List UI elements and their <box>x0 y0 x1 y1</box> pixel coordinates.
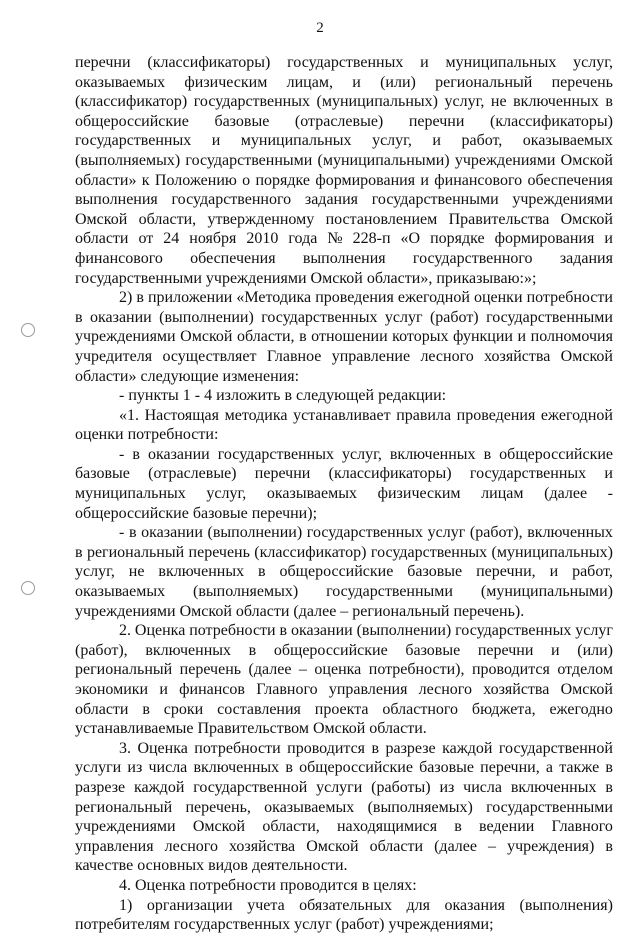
paragraph <box>75 406 613 445</box>
text-line: общероссийские базовые перечни); <box>75 504 318 522</box>
paragraph <box>75 53 613 288</box>
text-line: управления лесного хозяйства Омской области (далее – учреждения) в <box>75 837 613 855</box>
paragraph <box>75 523 613 621</box>
text-line: 3. Оценка потребности проводится в разрезе каждой государственной <box>119 739 613 757</box>
text-line: муниципальных услуг, оказываемых физическим лицам (далее - <box>75 485 613 503</box>
text-line: области в сроки составления проекта областного бюджета, ежегодно <box>75 700 613 718</box>
text-line: в оказании (выполнении) государственных услуг (работ) государственными <box>75 308 613 326</box>
text-line: - пункты 1 - 4 изложить в следующей редакции: <box>119 387 447 405</box>
punch-hole-mark <box>21 581 35 595</box>
paragraph <box>75 739 613 876</box>
paragraph <box>75 288 613 386</box>
text-line: услуги из числа включенных в общероссийские базовые перечни, а также в <box>75 759 613 777</box>
text-line: разрезе каждой государственной услуги (работы) из числа включенных в <box>75 778 613 796</box>
document-body <box>75 53 613 935</box>
text-line: - в оказании государственных услуг, включенных в общероссийские <box>119 445 613 463</box>
text-line: 4. Оценка потребности проводится в целях: <box>119 876 417 894</box>
text-line: качестве основных видов деятельности. <box>75 857 348 875</box>
text-line: учреждениями Омской области, находящимися в ведении Главного <box>75 818 613 836</box>
text-line: перечни (классификаторы) государственных и муниципальных услуг, <box>75 54 613 71</box>
text-line: области» следующие изменения: <box>75 367 300 385</box>
text-line: устанавливаемые Правительством Омской области. <box>75 720 427 738</box>
text-line: (выполняемых) государственными (муниципальными) учреждениями Омской <box>75 151 613 169</box>
text-line: региональный перечень (далее – оценка потребности), проводится отделом <box>75 661 613 679</box>
paragraph <box>75 621 613 739</box>
text-line: - в оказании (выполнении) государственных услуг (работ), включенных <box>119 524 613 542</box>
text-line: базовые (отраслевые) перечни (классификаторы) государственных и <box>75 465 613 483</box>
paragraph <box>75 445 613 523</box>
punch-hole-mark <box>21 323 35 337</box>
paragraph <box>75 876 613 896</box>
text-line: региональный перечень, оказываемых (выполняемых) государственными <box>75 798 613 816</box>
text-line: области от 24 ноября 2010 года № 228-п «О порядке формирования и <box>75 230 613 248</box>
paragraph <box>75 386 613 406</box>
text-line: 2) в приложении «Методика проведения ежегодной оценки потребности <box>119 289 613 307</box>
text-line: области» к Положению о порядке формирования и финансового обеспечения <box>75 171 613 189</box>
text-line: государственными учреждениями Омской области», приказываю:»; <box>75 269 537 287</box>
text-line: учреждениями Омской области, в отношении которых функции и полномочия <box>75 328 613 346</box>
text-line: (работ), включенных в общероссийские базовые перечни и (или) <box>75 641 613 659</box>
text-line: (классификатор) государственных (муниципальных) услуг, не включенных в <box>75 93 613 111</box>
text-line: учредителя осуществляет Главное управление лесного хозяйства Омской <box>75 347 613 365</box>
text-line: Омской области, утвержденному постановлением Правительства Омской <box>75 210 613 228</box>
text-line: финансового обеспечения выполнения государственного задания <box>75 249 613 267</box>
text-line: государственных и муниципальных услуг, и работ, оказываемых <box>75 132 613 150</box>
text-line: услуг, не включенных в общероссийские базовые перечни, и работ, <box>75 563 613 581</box>
text-line: оказываемых (выполняемых) государственными (муниципальными) <box>75 583 613 601</box>
text-line: выполнения государственного задания государственными учреждениями <box>75 191 613 209</box>
text-line: «1. Настоящая методика устанавливает правила проведения ежегодной <box>119 406 613 424</box>
page-number: 2 <box>316 20 324 36</box>
text-line: 1) организации учета обязательных для оказания (выполнения) <box>119 896 613 914</box>
text-line: учреждениями Омской области (далее – региональный перечень). <box>75 602 525 620</box>
text-line: 2. Оценка потребности в оказании (выполнении) государственных услуг <box>119 622 613 640</box>
paragraph <box>75 896 613 935</box>
text-line: оценки потребности: <box>75 426 219 444</box>
text-line: общероссийские базовые (отраслевые) перечни (классификаторы) <box>75 112 613 130</box>
text-line: потребителям государственных услуг (работ) учреждениями; <box>75 916 494 934</box>
text-line: экономики и финансов Главного управления лесного хозяйства Омской <box>75 681 613 698</box>
text-line: оказываемых физическим лицам, и (или) региональный перечень <box>75 73 613 91</box>
text-line: в региональный перечень (классификатор) государственных (муниципальных) <box>75 543 613 561</box>
